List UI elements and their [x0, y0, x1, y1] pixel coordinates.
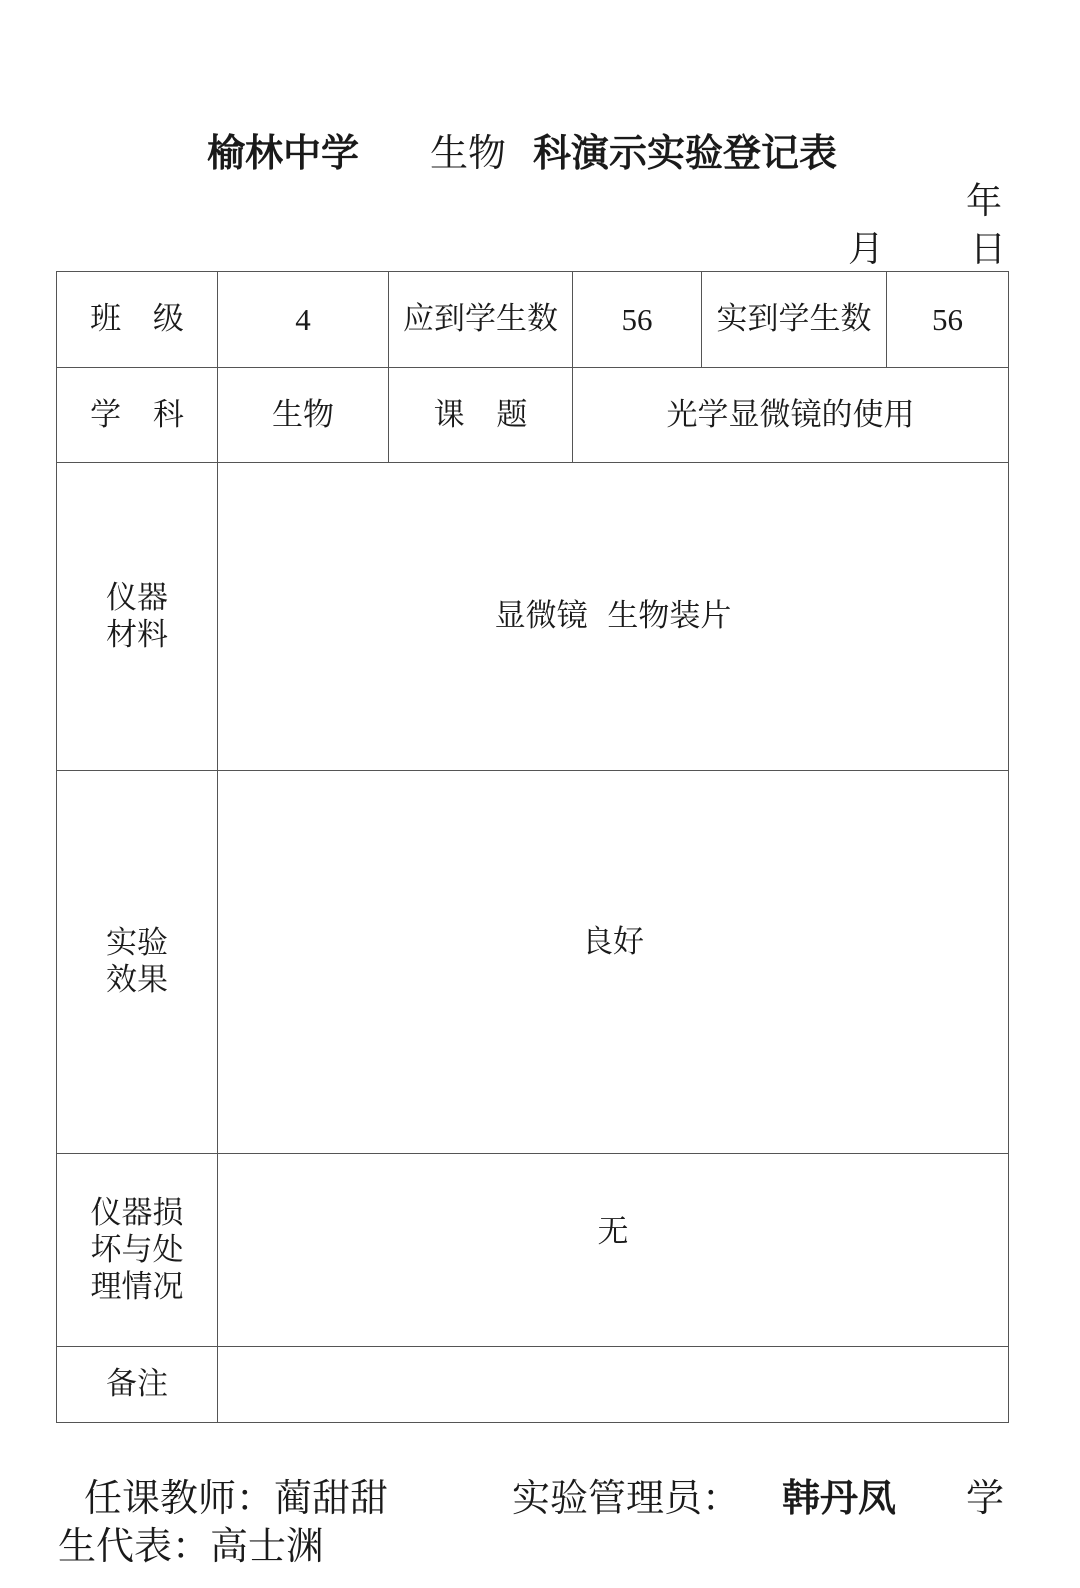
registration-table: [56, 271, 1009, 1423]
school-name: 榆林中学: [207, 131, 360, 175]
admin-name: 韩丹凤: [782, 1476, 897, 1520]
table-row: [57, 1154, 1009, 1347]
materials-value: 显微镜 生物装片: [218, 463, 1009, 771]
damage-label-line: 理情况: [90, 1268, 184, 1305]
form-title: [0, 128, 1080, 178]
date-day: 日: [970, 229, 1007, 270]
damage-label-line: 仪器损: [90, 1194, 184, 1231]
actual-students-label: 实到学生数: [702, 272, 887, 368]
subject-label: 学 科: [57, 368, 218, 463]
subject-name: 生物: [430, 131, 507, 175]
materials-label-line: 材料: [106, 616, 168, 653]
damage-label-line: 坏与处: [90, 1231, 184, 1268]
expected-students-value: 56: [573, 272, 702, 368]
damage-label: [57, 1154, 218, 1347]
class-value: 4: [218, 272, 389, 368]
topic-label: 课 题: [389, 368, 573, 463]
effect-label: [57, 771, 218, 1154]
admin-label: 实验管理员：: [512, 1476, 741, 1520]
table-row: [57, 272, 1009, 368]
expected-students-label: 应到学生数: [389, 272, 573, 368]
student-rep-start: 学: [966, 1476, 1005, 1520]
materials-label: [57, 463, 218, 771]
effect-label-line: 效果: [106, 962, 168, 998]
effect-value: 良好: [218, 771, 1009, 1154]
signature-footer: [0, 1470, 1080, 1588]
date-year: 年: [966, 181, 1003, 222]
damage-value: 无: [218, 1154, 1009, 1347]
table-row: [57, 1347, 1009, 1423]
title-suffix: 科演示实验登记表: [533, 131, 838, 175]
date-month: 月: [848, 229, 885, 270]
topic-value: 光学显微镜的使用: [573, 368, 1009, 463]
notes-label: 备注: [57, 1347, 218, 1423]
table-row: [57, 463, 1009, 771]
class-label: 班 级: [57, 272, 218, 368]
effect-label-line: 实验: [106, 925, 168, 961]
actual-students-value: 56: [887, 272, 1009, 368]
notes-value: [218, 1347, 1009, 1423]
materials-label-line: 仪器: [106, 579, 168, 616]
student-rep: 生代表：高士渊: [58, 1524, 325, 1568]
table-row: [57, 771, 1009, 1154]
subject-value: 生物: [218, 368, 389, 463]
teacher-signature: 任课教师：蔺甜甜: [84, 1476, 389, 1520]
table-row: [57, 368, 1009, 463]
